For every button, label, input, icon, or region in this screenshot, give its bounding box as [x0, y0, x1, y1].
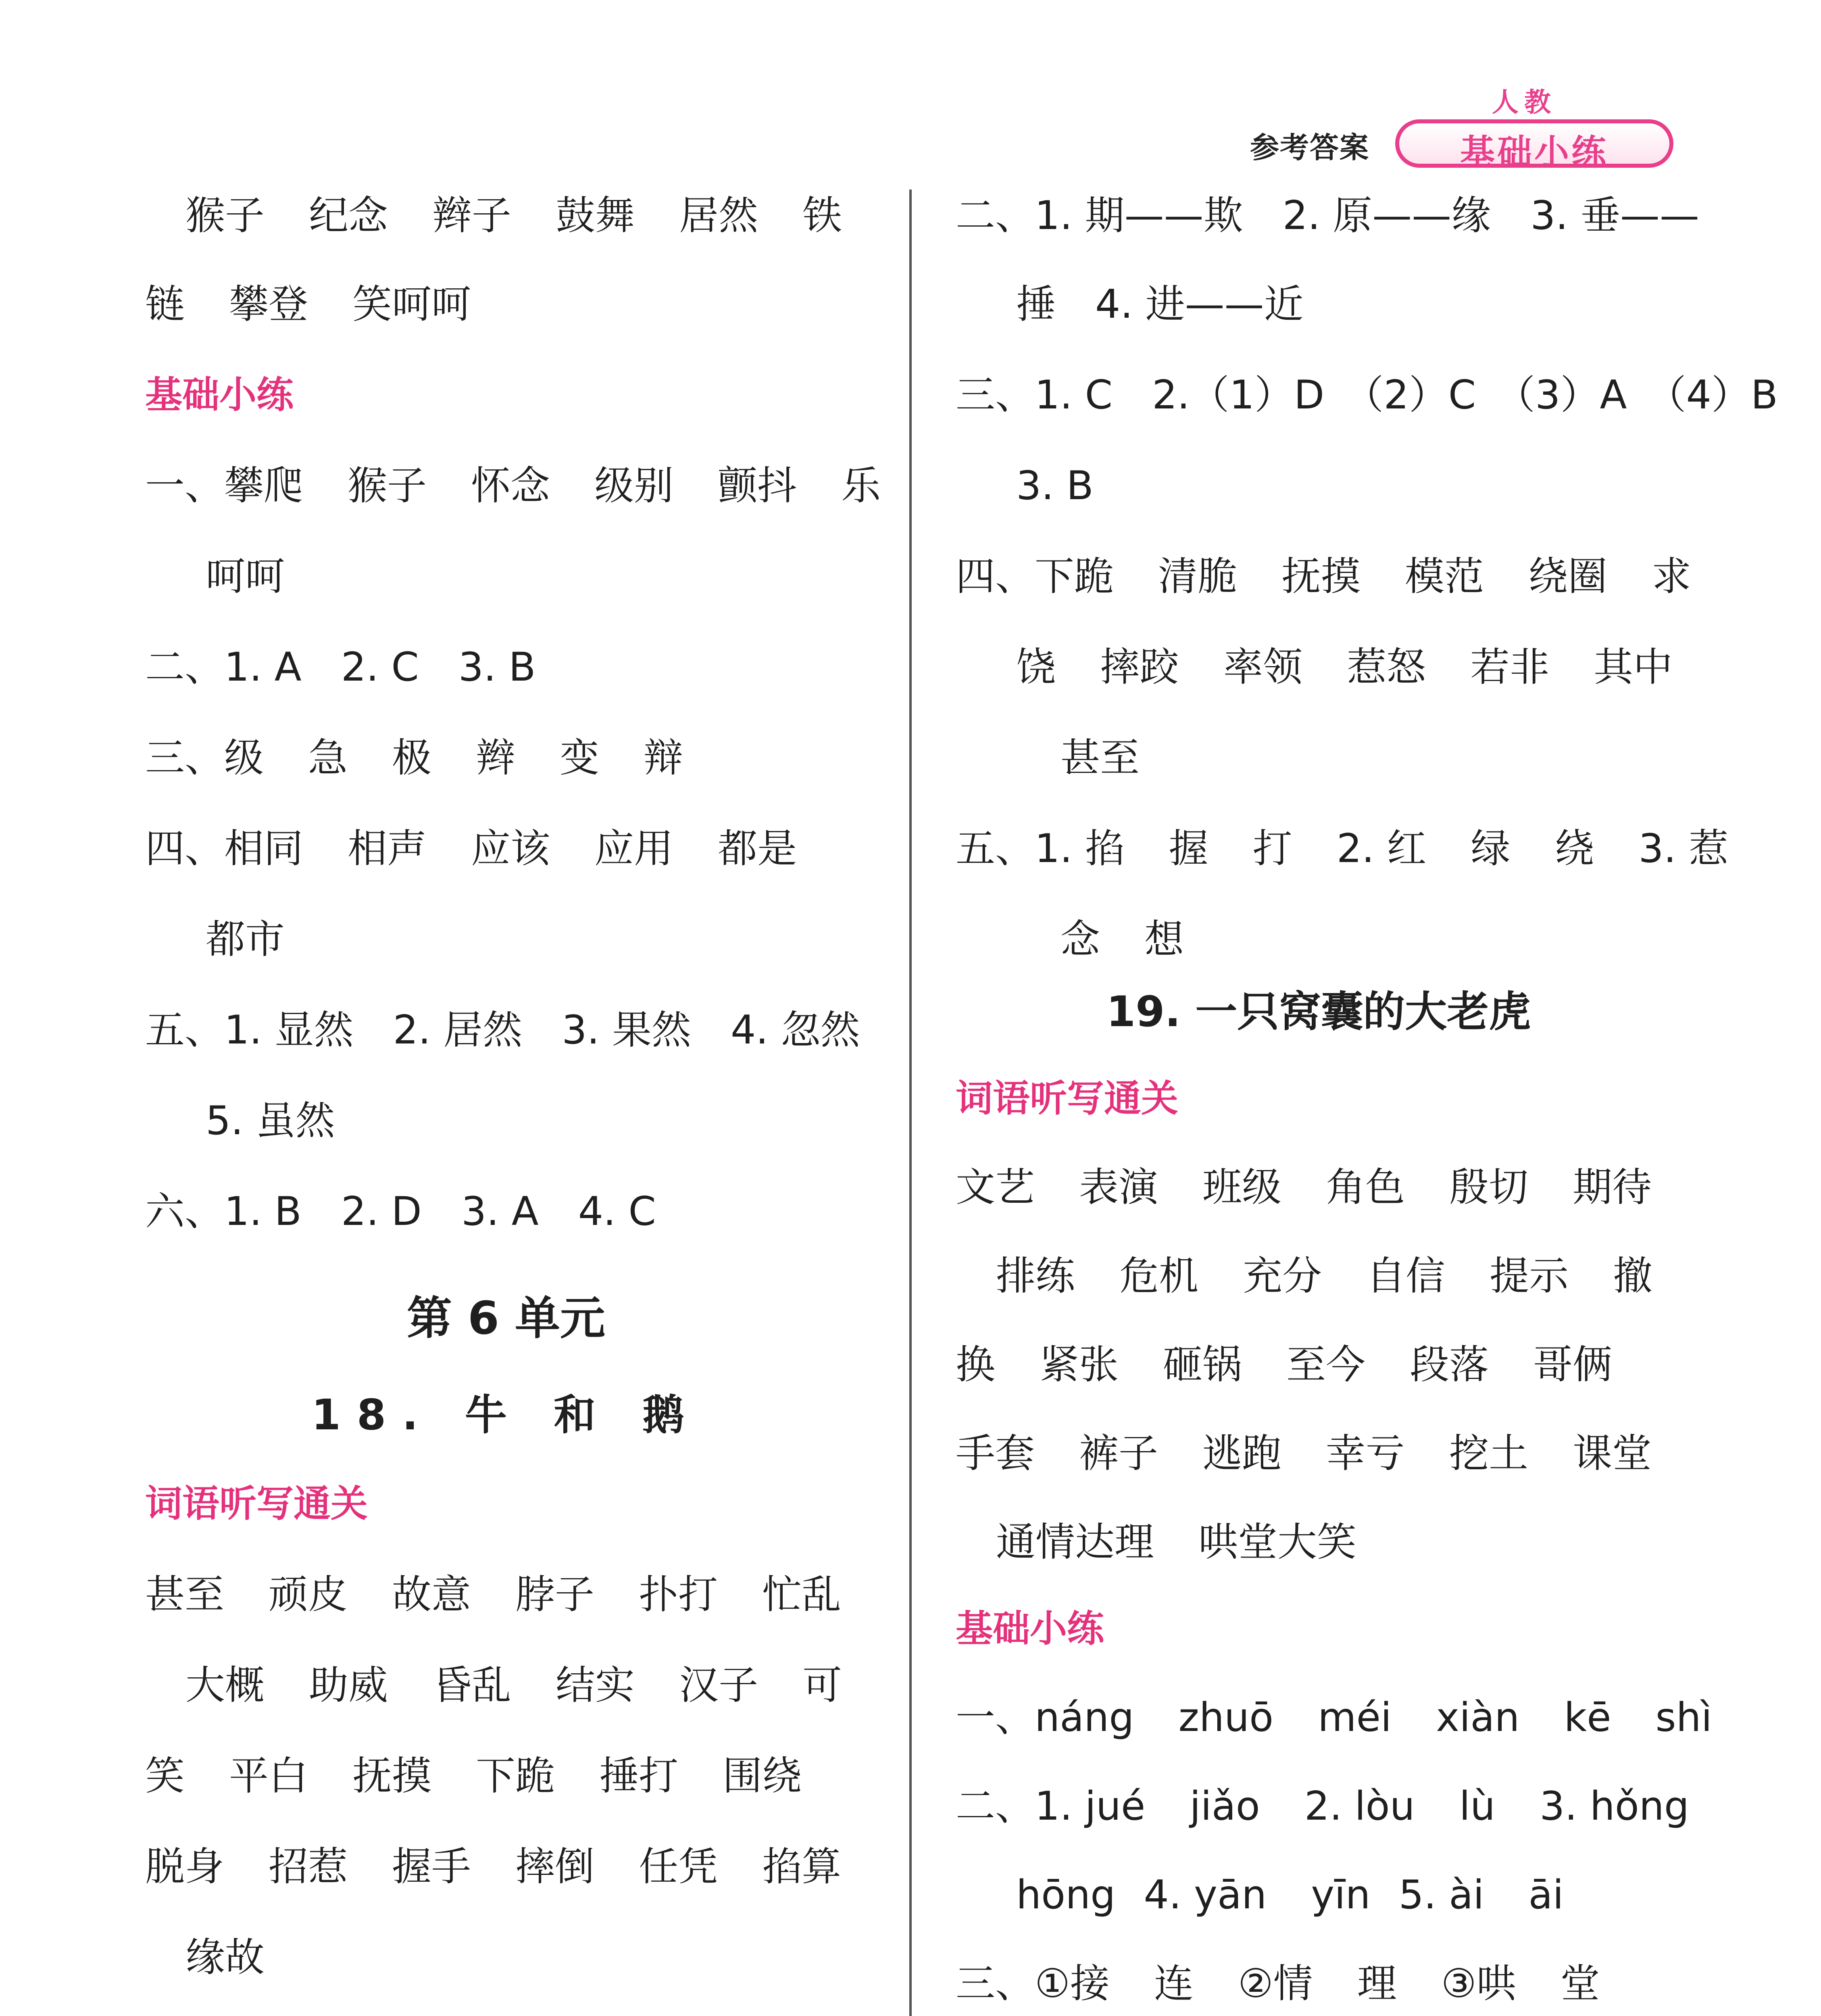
answer-line: 四、下跪 清脆 抚摸 模范 绕圈 求: [956, 554, 1692, 600]
answer-line: 五、1. 掐 握 打 2. 红 绿 绕 3. 惹: [956, 826, 1729, 872]
vocab-line: 通情达理 哄堂大笑: [996, 1519, 1357, 1565]
answer-label: 参考答案: [1250, 131, 1370, 165]
section-heading-basic: 基础小练: [145, 373, 294, 417]
answer-line: 都市: [206, 916, 285, 962]
answer-line: 三、①接 连 ②情 理 ③哄 堂: [956, 1961, 1600, 2007]
section-heading-basic: 基础小练: [956, 1607, 1104, 1650]
lesson-title: 18. 牛 和 鹅: [311, 1390, 701, 1439]
answer-line: 甚至: [1061, 735, 1140, 781]
answer-line: 饶 摔跤 率领 惹怒 若非 其中: [1016, 644, 1673, 690]
answer-line: 二、1. 期——欺 2. 原——缘 3. 垂——: [956, 193, 1699, 239]
lesson-title: 19. 一只窝囊的大老虎: [1106, 987, 1531, 1036]
unit-title: 第 6 单元: [407, 1292, 605, 1345]
brand-badge: [1395, 119, 1673, 173]
brand-title: 基础小练: [1460, 132, 1608, 173]
vocab-line: 脱身 招惹 握手 摔倒 任凭 掐算: [145, 1844, 842, 1890]
edition-label: 人教: [1492, 87, 1556, 118]
vocab-line: 笑 平白 抚摸 下跪 捶打 围绕: [145, 1753, 802, 1799]
page-header: [1234, 81, 1686, 177]
vocab-line: 文艺 表演 班级 角色 殷切 期待: [956, 1164, 1652, 1210]
answer-line: 六、1. B 2. D 3. A 4. C: [145, 1189, 656, 1235]
vocab-line: 缘故: [185, 1935, 265, 1981]
column-divider: [909, 190, 912, 2016]
answer-line: 3. B: [1016, 463, 1094, 509]
answer-line: 五、1. 显然 2. 居然 3. 果然 4. 忽然: [145, 1007, 860, 1053]
vocab-line: 大概 助威 昏乱 结实 汉子 可: [185, 1662, 842, 1708]
answer-line: hōng 4. yān yīn 5. ài āi: [1016, 1872, 1564, 1918]
answer-line: 捶 4. 进——近: [1016, 281, 1304, 327]
answer-line: 二、1. jué jiǎo 2. lòu lù 3. hǒng: [956, 1783, 1690, 1829]
answer-line: 念 想: [1061, 916, 1184, 962]
vocab-line: 甚至 顽皮 故意 脖子 扑打 忙乱: [145, 1572, 842, 1618]
vocab-line: 手套 裤子 逃跑 幸亏 挖土 课堂: [956, 1431, 1652, 1477]
answer-line: 四、相同 相声 应该 应用 都是: [145, 826, 797, 872]
vocab-line: 排练 危机 充分 自信 提示 撤: [996, 1253, 1653, 1299]
answer-line: 三、1. C 2.（1）D （2）C （3）A （4）B: [956, 372, 1778, 418]
answer-line: 5. 虽然: [206, 1098, 335, 1144]
vocab-line: 链 攀登 笑呵呵: [145, 281, 471, 327]
answer-line: 二、1. A 2. C 3. B: [145, 644, 536, 690]
answer-line: 呵呵: [206, 554, 285, 600]
vocab-line: 换 紧张 砸锅 至今 段落 哥俩: [956, 1342, 1613, 1388]
answer-line: 三、级 急 极 辫 变 辩: [145, 735, 683, 781]
section-heading-dictation: 词语听写通关: [145, 1482, 368, 1525]
vocab-line: 猴子 纪念 辫子 鼓舞 居然 铁: [185, 193, 842, 239]
answer-line: 一、攀爬 猴子 怀念 级别 颤抖 乐: [145, 463, 881, 509]
section-heading-dictation: 词语听写通关: [956, 1077, 1179, 1120]
answer-line: 一、náng zhuō méi xiàn kē shì: [956, 1695, 1712, 1741]
